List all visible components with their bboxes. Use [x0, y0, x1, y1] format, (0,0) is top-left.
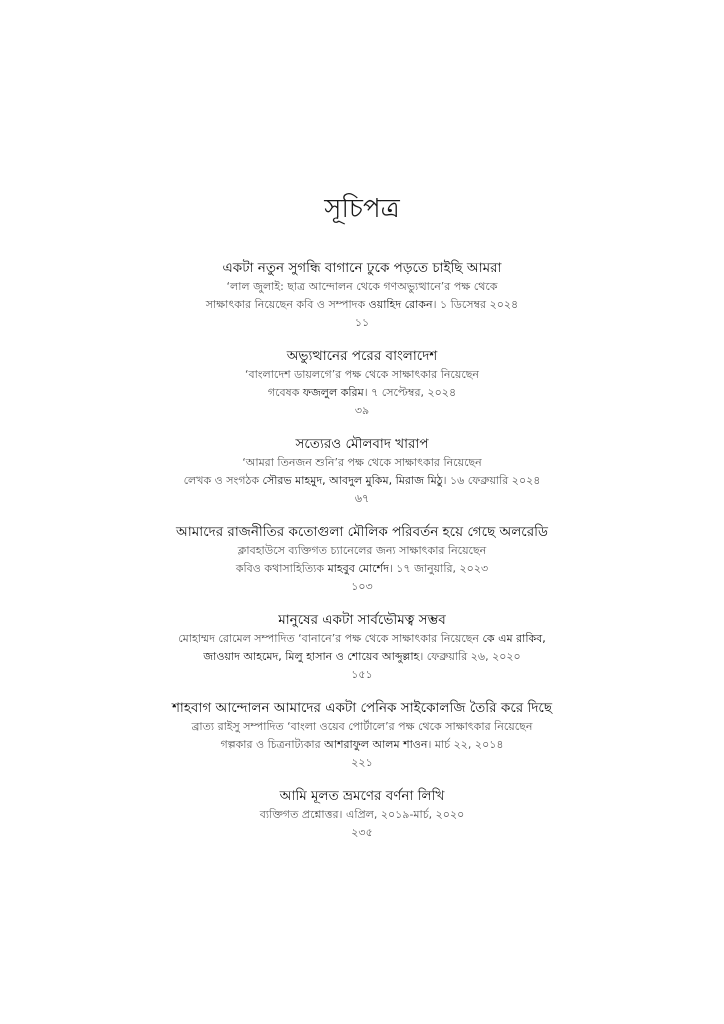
- entry-page-number: ২২১: [351, 756, 373, 769]
- entry-source-line: [0, 278, 724, 296]
- entry-interviewer-line: [0, 296, 724, 314]
- toc-entry: [0, 610, 724, 683]
- entry-source-line: [0, 718, 724, 736]
- entry-page-number: ৩৯: [354, 404, 370, 417]
- entry-source-text: মোহাম্মদ রোমেল সম্পাদিত ‘বানানে’র পক্ষ থেকে সাক্ষাৎকার নিয়েছেন: [178, 632, 483, 645]
- entry-source-text: ব্রাত্য রাইসু সম্পাদিত ‘বাংলা ওয়েব পোর্টালে’র পক্ষ থেকে সাক্ষাৎকার নিয়েছেন: [191, 720, 533, 733]
- entry-page-number: ১৫১: [351, 668, 373, 681]
- entry-date: । ১৬ ফেব্রুয়ারি ২০২৪: [442, 474, 541, 487]
- entry-page-number: ৬৭: [354, 492, 370, 505]
- entry-source-line: [0, 366, 724, 384]
- entry-interviewer-name: সৌরভ মাহমুদ, আবদুল মুকিম, মিরাজ মিঠু: [262, 474, 443, 487]
- toc-entry: [0, 346, 724, 419]
- entry-source-line: [0, 542, 724, 560]
- entry-source-text: ‘আমরা তিনজন শুনি’র পক্ষ থেকে সাক্ষাৎকার নিয়েছেন: [242, 456, 482, 469]
- entry-interviewer-prefix: গল্পকার ও চিত্রনাট্যকার: [220, 738, 325, 751]
- entry-source-text: ব্যক্তিগত প্রশ্নোত্তর। এপ্রিল, ২০১৯-মার্চ, ২০২০: [259, 808, 465, 821]
- entry-page-number: ২৩৫: [351, 826, 373, 839]
- entry-date: । ৭ সেপ্টেম্বর, ২০২৪: [363, 386, 457, 399]
- entry-interviewer-prefix: গবেষক: [267, 386, 303, 399]
- entry-source-line: [0, 630, 724, 648]
- entry-interviewer-prefix: সাক্ষাৎকার নিয়েছেন কবি ও সম্পাদক: [205, 298, 369, 311]
- entry-interviewer-line: [0, 560, 724, 578]
- toc-entry: [0, 698, 724, 771]
- entry-date: । মার্চ ২২, ২০১৪: [427, 738, 504, 751]
- entry-interviewer-name: ফজলুল করিম: [302, 386, 364, 399]
- entry-interviewer-prefix: লেখক ও সংগঠক: [183, 474, 263, 487]
- entry-interviewer-name: মাহবুব মোর্শেদ: [327, 562, 389, 575]
- entry-page-number: ১১: [354, 316, 370, 329]
- entry-interviewer-line: [0, 472, 724, 490]
- entry-title[interactable]: আমাদের রাজনীতির কতোগুলা মৌলিক পরিবর্তন হয়ে গেছে অলরেডি: [176, 524, 548, 540]
- entry-title[interactable]: অভ্যুত্থানের পরের বাংলাদেশ: [286, 348, 438, 364]
- entry-interviewer-name: আশরাফুল আলম শাওন: [324, 738, 428, 751]
- entry-page-number: ১০৩: [351, 580, 373, 593]
- toc-entry: [0, 522, 724, 595]
- entry-source-line: [0, 806, 724, 824]
- entry-title[interactable]: আমি মূলত ভ্রমণের বর্ণনা লিখি: [279, 788, 445, 804]
- entry-source-text: ‘বাংলাদেশ ডায়লগে’র পক্ষ থেকে সাক্ষাৎকার নিয়েছেন: [245, 368, 479, 381]
- toc-heading: সূচিপত্র: [324, 194, 400, 224]
- entry-title[interactable]: মানুষের একটা সার্বভৌমত্ব সম্ভব: [278, 612, 446, 628]
- entry-date: । ১৭ জানুয়ারি, ২০২৩: [388, 562, 489, 575]
- entry-date: । ফেব্রুয়ারি ২৬, ২০২০: [419, 650, 521, 663]
- entry-title[interactable]: একটা নতুন সুগন্ধি বাগানে ঢুকে পড়তে চাইছি আমরা: [222, 260, 502, 276]
- entry-source-line: [0, 454, 724, 472]
- entry-source-text: ক্লাবহাউসে ব্যক্তিগত চ্যানেলের জন্য সাক্ষাৎকার নিয়েছেন: [237, 544, 487, 557]
- entry-interviewer-line: [0, 648, 724, 666]
- entry-interviewer-name: জাওয়াদ আহমেদ, মিলু হাসান ও শোয়েব আব্দুল্লাহ: [203, 650, 420, 663]
- entry-interviewer-name: ওয়াহিদ রোকন: [368, 298, 433, 311]
- entry-interviewer-name: কে এম রাকিব,: [482, 632, 546, 645]
- entry-title[interactable]: শাহবাগ আন্দোলন আমাদের একটা পেনিক সাইকোলজি তৈরি করে দিছে: [171, 700, 553, 716]
- toc-entry: [0, 434, 724, 507]
- toc-entry: [0, 786, 724, 841]
- entry-interviewer-prefix: কবিও কথাসাহিত্যিক: [235, 562, 328, 575]
- entry-date: । ১ ডিসেম্বর ২০২৪: [432, 298, 519, 311]
- toc-entry: [0, 258, 724, 331]
- toc-entries: [0, 258, 724, 856]
- entry-interviewer-line: [0, 384, 724, 402]
- entry-interviewer-line: [0, 736, 724, 754]
- entry-source-text: ‘লাল জুলাই: ছাত্র আন্দোলন থেকে গণঅভ্যুত্থানে’র পক্ষ থেকে: [226, 280, 498, 293]
- entry-title[interactable]: সত্যেরও মৌলবাদ খারাপ: [295, 436, 429, 452]
